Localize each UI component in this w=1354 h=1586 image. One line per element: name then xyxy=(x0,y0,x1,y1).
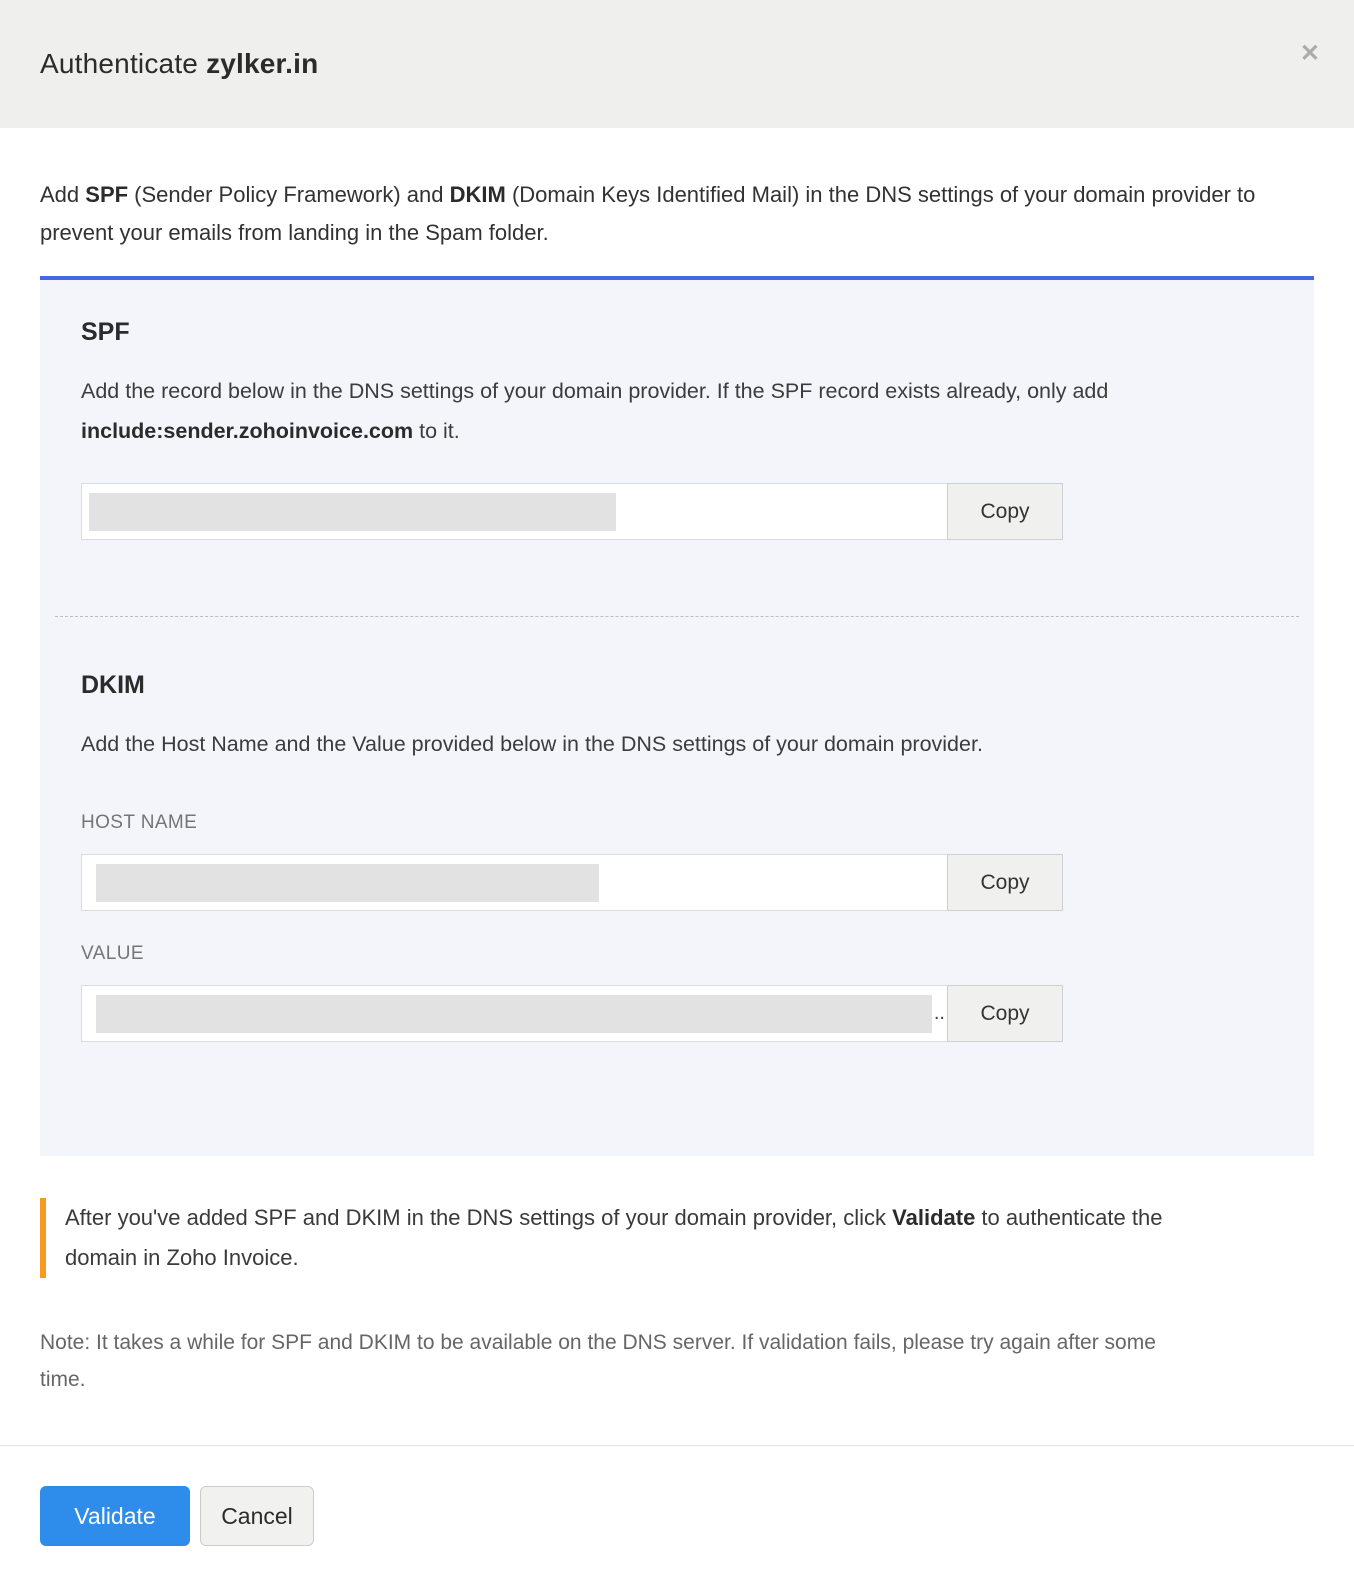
dkim-heading: DKIM xyxy=(81,671,145,699)
value-redacted-value xyxy=(96,995,932,1033)
spf-desc-seg2: to it. xyxy=(413,419,460,443)
modal-body xyxy=(0,176,1354,1398)
value-field[interactable] xyxy=(81,985,948,1042)
value-label: VALUE xyxy=(81,943,144,964)
spf-record-row xyxy=(81,483,1273,540)
spf-record-field[interactable] xyxy=(81,483,948,540)
modal-title-domain: zylker.in xyxy=(206,48,319,79)
value-copy-button[interactable]: Copy xyxy=(947,985,1063,1042)
callout-seg2: to authenticate the domain in Zoho Invoice. xyxy=(65,1205,1163,1270)
dns-note-text: Note: It takes a while for SPF and DKIM to be available on the DNS server. If validation fails, please try again after some time. xyxy=(40,1331,1156,1391)
host-name-field[interactable] xyxy=(81,854,948,911)
modal-title-text: Authenticate xyxy=(40,48,207,79)
close-icon[interactable]: ✕ xyxy=(1299,40,1320,67)
host-name-label: HOST NAME xyxy=(81,812,198,833)
intro-dkim-bold: DKIM xyxy=(449,182,506,207)
intro-seg1: Add xyxy=(40,182,86,207)
modal-header xyxy=(0,0,1354,128)
spf-copy-button[interactable]: Copy xyxy=(947,483,1063,540)
spf-record-redacted-value xyxy=(89,493,616,531)
spf-heading: SPF xyxy=(81,318,130,346)
cancel-button[interactable]: Cancel xyxy=(200,1486,314,1546)
callout-validate-bold: Validate xyxy=(892,1205,976,1230)
validate-button[interactable]: Validate xyxy=(40,1486,190,1546)
validate-callout xyxy=(40,1198,1230,1278)
section-dashed-divider xyxy=(55,616,1299,617)
host-name-row xyxy=(81,854,1273,911)
value-ellipsis: .. xyxy=(933,1002,945,1024)
spf-desc-include: include:sender.zohoinvoice.com xyxy=(81,419,414,443)
intro-text xyxy=(40,176,1314,252)
intro-seg2: (Sender Policy Framework) and xyxy=(128,182,450,207)
host-name-redacted-value xyxy=(96,864,599,902)
intro-spf-bold: SPF xyxy=(85,182,129,207)
dns-records-panel xyxy=(40,276,1314,1156)
modal-footer xyxy=(0,1446,1354,1586)
dkim-description: Add the Host Name and the Value provided below in the DNS settings of your domain provider. xyxy=(81,732,983,756)
intro-seg3: (Domain Keys Identified Mail) in the DNS settings of your domain provider to prevent your emails from landing in the Spam folder. xyxy=(40,182,1256,245)
spf-desc-seg1: Add the record below in the DNS settings of your domain provider. If the SPF record exists already, only add xyxy=(81,379,1109,403)
callout-seg1: After you've added SPF and DKIM in the DNS settings of your domain provider, click xyxy=(65,1205,893,1230)
host-name-copy-button[interactable]: Copy xyxy=(947,854,1063,911)
spf-description xyxy=(81,371,1201,451)
modal-title xyxy=(40,48,318,80)
value-row xyxy=(81,985,1273,1042)
